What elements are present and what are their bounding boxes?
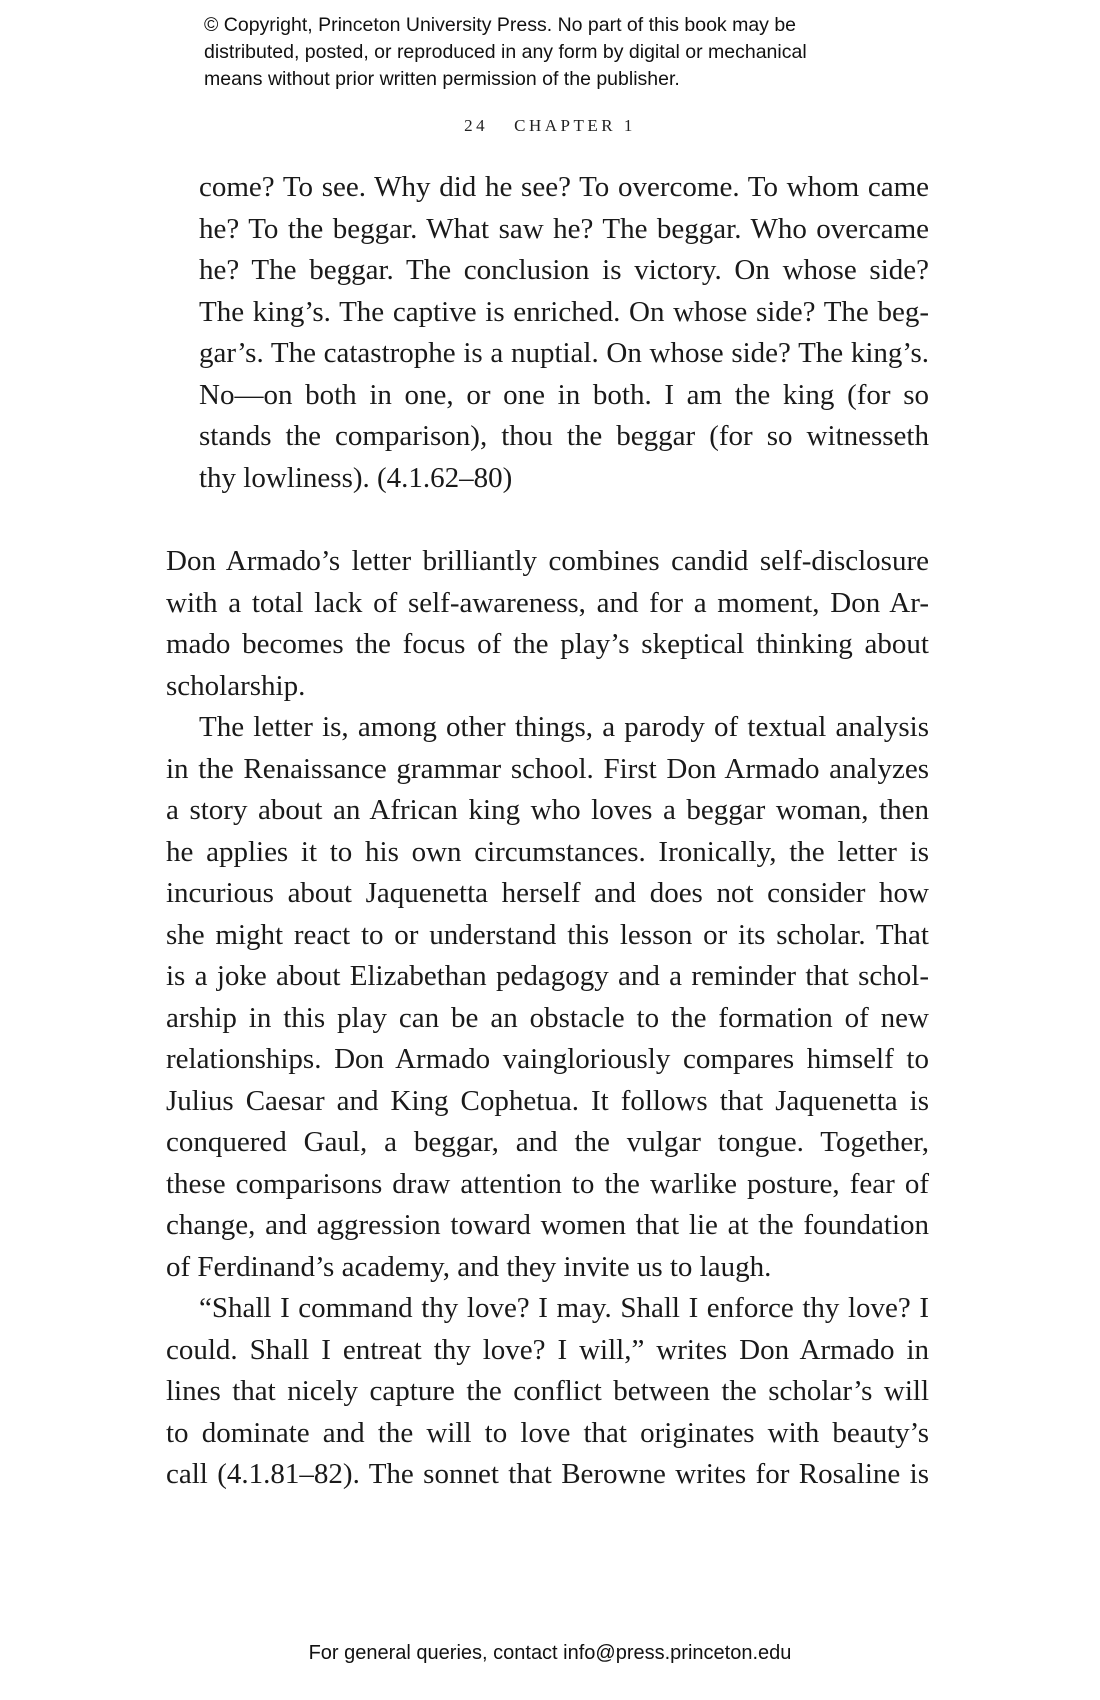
text-line: Don Armado’s letter brilliantly combines candid self-disclosure bbox=[166, 545, 929, 577]
text-line: in the Renaissance grammar school. First Don Armado analyzes bbox=[166, 752, 929, 785]
text-line: she might react to or understand this lesson or its scholar. That bbox=[166, 918, 929, 951]
text-line: to dominate and the will to love that originates with beauty’s bbox=[166, 1416, 929, 1449]
text-line: stands the comparison), thou the beggar (for so witnesseth bbox=[199, 420, 929, 452]
text-line: he? The beggar. The conclusion is victory. On whose side? bbox=[199, 254, 929, 286]
text-line: arship in this play can be an obstacle to the formation of new bbox=[166, 1001, 929, 1034]
copyright-notice bbox=[204, 12, 924, 93]
text-line: “Shall I command thy love? I may. Shall I enforce thy love? I bbox=[199, 1292, 929, 1324]
text-line: conquered Gaul, a beggar, and the vulgar tongue. Together, bbox=[166, 1126, 929, 1158]
running-head bbox=[0, 116, 1100, 136]
chapter-label: CHAPTER 1 bbox=[514, 116, 636, 135]
block-quote bbox=[199, 167, 929, 499]
text-line: gar’s. The catastrophe is a nuptial. On whose side? The king’s. bbox=[199, 337, 929, 369]
text-line: mado becomes the focus of the play’s skeptical thinking about bbox=[166, 628, 929, 660]
text-line: The letter is, among other things, a parody of textual analysis bbox=[199, 711, 929, 743]
text-line: of Ferdinand’s academy, and they invite us to laugh. bbox=[166, 1250, 772, 1283]
text-line: he applies it to his own circumstances. Ironically, the letter is bbox=[166, 835, 929, 868]
text-line: he? To the beggar. What saw he? The beggar. Who overcame bbox=[199, 212, 929, 245]
copyright-line: means without prior written permission of the publisher. bbox=[204, 68, 680, 90]
text-line: The king’s. The captive is enriched. On whose side? The beg- bbox=[199, 295, 929, 328]
copyright-line: © Copyright, Princeton University Press. No part of this book may be bbox=[204, 14, 797, 36]
text-line: could. Shall I entreat thy love? I will,” writes Don Armado in bbox=[166, 1333, 929, 1366]
text-line: thy lowliness). (4.1.62–80) bbox=[199, 461, 513, 494]
text-line: scholarship. bbox=[166, 669, 306, 702]
text-line: change, and aggression toward women that lie at the foundation bbox=[166, 1209, 929, 1241]
body-text bbox=[166, 541, 929, 1496]
text-line: lines that nicely capture the conflict between the scholar’s will bbox=[166, 1375, 929, 1407]
paragraph bbox=[166, 707, 929, 1288]
text-line: is a joke about Elizabethan pedagogy and a reminder that schol- bbox=[166, 960, 929, 992]
text-line: relationships. Don Armado vaingloriously compares himself to bbox=[166, 1043, 929, 1075]
copyright-line: distributed, posted, or reproduced in any form by digital or mechanical bbox=[204, 41, 807, 63]
text-line: these comparisons draw attention to the warlike posture, fear of bbox=[166, 1167, 929, 1200]
text-line: a story about an African king who loves a beggar woman, then bbox=[166, 794, 929, 826]
text-line: incurious about Jaquenetta herself and does not consider how bbox=[166, 877, 929, 909]
text-line: with a total lack of self-awareness, and for a moment, Don Ar- bbox=[166, 586, 929, 619]
text-line: No—on both in one, or one in both. I am the king (for so bbox=[199, 378, 929, 411]
paragraph bbox=[166, 541, 929, 707]
text-line: call (4.1.81–82). The sonnet that Berowne writes for Rosaline is bbox=[166, 1458, 929, 1490]
text-line: come? To see. Why did he see? To overcome. To whom came bbox=[199, 171, 929, 203]
text-line: Julius Caesar and King Cophetua. It follows that Jaquenetta is bbox=[166, 1084, 929, 1117]
paragraph bbox=[166, 1288, 929, 1496]
page-number: 24 bbox=[464, 116, 489, 135]
footer-contact: For general queries, contact info@press.princeton.edu bbox=[308, 1642, 792, 1664]
